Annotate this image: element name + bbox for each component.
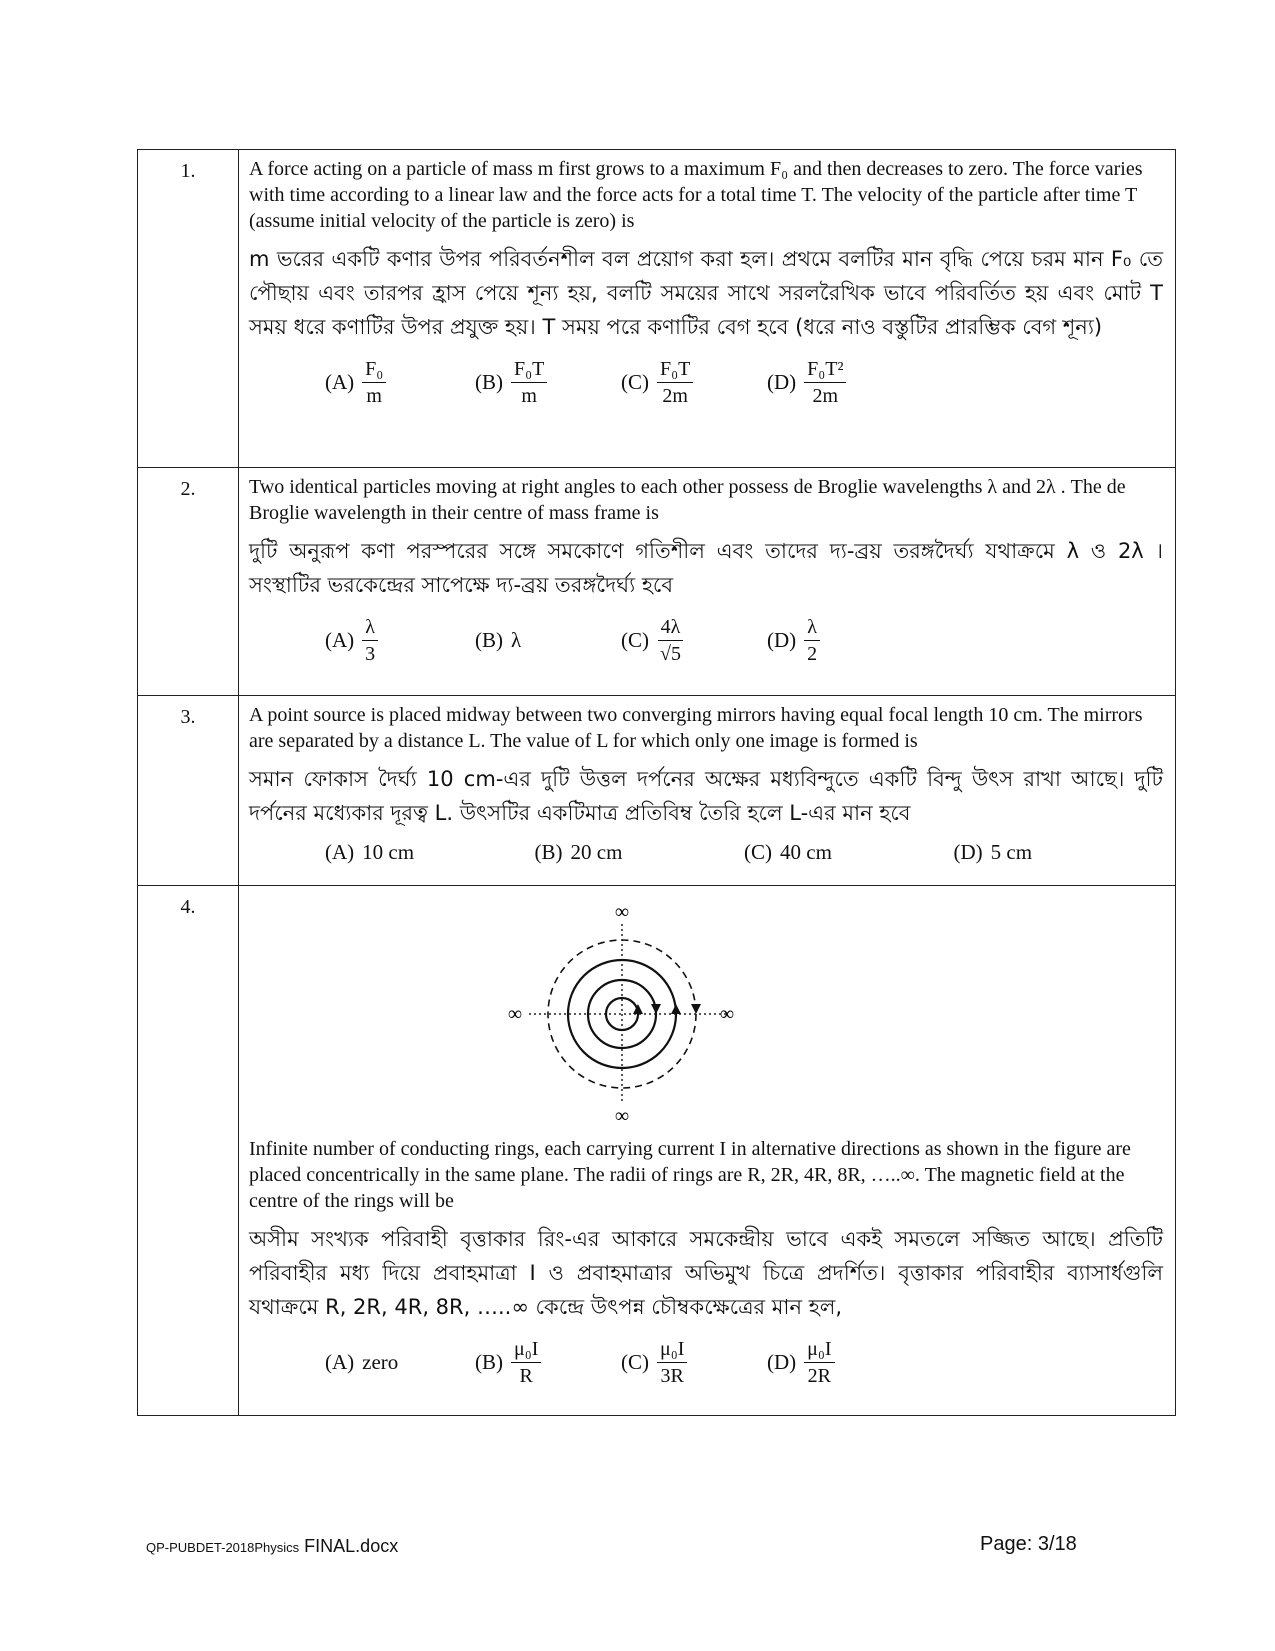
question-row: [138, 468, 1176, 696]
fraction: $\frac{\text{μ₀I}}{3R}$: [657, 1338, 687, 1387]
question-table: [137, 149, 1176, 1416]
option-c[interactable]: (C) 40 cm: [744, 840, 832, 864]
option-d[interactable]: (D) 5 cm: [953, 840, 1033, 864]
option-a[interactable]: (A) $\frac{\lambda}{3}$: [325, 616, 475, 665]
option-b[interactable]: (B) 20 cm: [534, 840, 623, 864]
footer-page-number: Page: 3/18: [980, 1533, 1077, 1555]
infinity-label-left: ∞: [507, 1003, 523, 1025]
options: [249, 840, 1163, 865]
option-a[interactable]: (A) 10 cm: [325, 840, 415, 864]
question-text-bengali: অসীম সংখ্যক পরিবাহী বৃত্তাকার রিং-এর আকারে সমকেন্দ্রীয় ভাবে একই সমতলে সজ্জিত আছে। প্রতিটি পরিবাহীর মধ্য দিয়ে প্রবাহমাত্রা I ও প্রবাহমাত্রার অভিমুখ চিত্রে প্রদর্শিত। বৃত্তাকার পরিবাহীর ব্যাসার্ধগুলি যথাক্রমে R, 2R, 4R, 8R, …..∞ কেন্দ্রে উৎপন্ন চৌম্বকক্ষেত্রের মান হল,: [249, 1227, 1163, 1319]
option-c[interactable]: (C) $\frac{\text{μ₀I}}{3R}$: [621, 1338, 767, 1387]
question-text-english: A force acting on a particle of mass m first grows to a maximum F₀ and then decreases to zero. The force varies with time according to a linear law and the force acts for a total time T. The velocity of the particle after time T (assume initial velocity of the particle is zero) is: [249, 158, 1143, 232]
fraction: $\frac{\lambda}{2}$: [804, 616, 820, 665]
arrow-down-icon: [651, 1004, 661, 1014]
fraction: $\frac{\text{F₀T}}{2m}$: [657, 358, 693, 407]
question-row: [138, 886, 1176, 1416]
option-b[interactable]: (B) $\frac{\text{μ₀I}}{R}$: [475, 1338, 621, 1387]
question-body: [239, 150, 1176, 468]
question-text-bengali: দুটি অনুরূপ কণা পরস্পরের সঙ্গে সমকোণে গতিশীল এবং তাদের দ্য-ব্রয় তরঙ্গদৈর্ঘ্য যথাক্রমে λ ও 2λ । সংস্থাটির ভরকেন্দ্রের সাপেক্ষে দ্য-ব্রয় তরঙ্গদৈর্ঘ্য হবে: [249, 539, 1163, 597]
infinity-label-bottom: ∞: [614, 1105, 630, 1127]
infinity-label-top: ∞: [614, 901, 630, 923]
options: [249, 358, 1163, 407]
question-text-bengali: সমান ফোকাস দৈর্ঘ্য 10 cm-এর দুটি উত্তল দর্পনের অক্ষের মধ্যবিন্দুতে একটি বিন্দু উৎস রাখা আছে। দুটি দর্পনের মধ্যেকার দূরত্ব L. উৎসটির একটিমাত্র প্রতিবিম্ব তৈরি হলে L-এর মান হবে: [249, 767, 1163, 825]
option-b[interactable]: (B) λ: [475, 628, 522, 652]
option-b[interactable]: (B) $\frac{\text{F₀T}}{m}$: [475, 358, 621, 407]
fraction: $\frac{\text{F₀}}{m}$: [362, 358, 386, 407]
question-text-english: A point source is placed midway between two converging mirrors having equal focal length 10 cm. The mirrors are separated by a distance L. The value of L for which only one image is formed is: [249, 704, 1143, 752]
arrow-down-icon: [691, 1004, 701, 1014]
option-d[interactable]: (D) $\frac{\text{μ₀I}}{2R}$: [767, 1338, 835, 1387]
fraction: $\frac{4\lambda}{√5}$: [657, 616, 684, 665]
option-c[interactable]: (C) $\frac{\text{F₀T}}{2m}$: [621, 358, 767, 407]
question-row: [138, 696, 1176, 886]
fraction: $\frac{\text{μ₀I}}{R}$: [511, 1338, 541, 1387]
option-c[interactable]: (C) $\frac{4\lambda}{√5}$: [621, 616, 767, 665]
question-body: [239, 696, 1176, 886]
question-body: [239, 886, 1176, 1416]
question-number: 2.: [138, 468, 239, 696]
question-number: 4.: [138, 886, 239, 1416]
options: [249, 616, 1163, 665]
fraction: $\frac{\text{F₀T}}{m}$: [511, 358, 547, 407]
option-a[interactable]: (A) zero: [325, 1350, 399, 1374]
infinity-label-right: ∞: [719, 1003, 735, 1025]
option-d[interactable]: (D) $\frac{\lambda}{2}$: [767, 616, 820, 665]
arrow-up-icon: [671, 1004, 681, 1014]
options: [249, 1338, 1163, 1387]
question-text-bengali: m ভরের একটি কণার উপর পরিবর্তনশীল বল প্রয়োগ করা হল। প্রথমে বলটির মান বৃদ্ধি পেয়ে চরম মান F₀ তে পৌছায় এবং তারপর হ্রাস পেয়ে শূন্য হয়, বলটি সময়ের সাথে সরলরৈখিক ভাবে পরিবর্তিত হয় এবং মোট T সময় ধরে কণাটির উপর প্রযুক্ত হয়। T সময় পরে কণাটির বেগ হবে (ধরে নাও বস্তুটির প্রারম্ভিক বেগ শূন্য): [249, 247, 1163, 339]
question-number: 1.: [138, 150, 239, 468]
concentric-rings-figure: [249, 896, 1163, 1136]
rings-diagram: [249, 896, 1265, 1136]
option-a[interactable]: (A) $\frac{\text{F₀}}{m}$: [325, 358, 475, 407]
question-text-english: Infinite number of conducting rings, each carrying current I in alternative directions as shown in the figure are placed concentrically in the same plane. The radii of rings are R, 2R, 4R, 8R, …..∞. The magnetic field at the centre of the rings will be: [249, 1138, 1131, 1212]
fraction: $\frac{\text{F₀T²}}{2m}$: [804, 358, 846, 407]
question-text-english: Two identical particles moving at right angles to each other possess de Broglie wavelengths λ and 2λ . The de Broglie wavelength in their centre of mass frame is: [249, 476, 1126, 524]
footer-filename: QP-PUBDET-2018Physics FINAL.docx: [146, 1536, 399, 1556]
fraction: $\frac{\text{μ₀I}}{2R}$: [804, 1338, 834, 1387]
question-number: 3.: [138, 696, 239, 886]
option-d[interactable]: (D) $\frac{\text{F₀T²}}{2m}$: [767, 358, 846, 407]
fraction: $\frac{\lambda}{3}$: [362, 616, 378, 665]
question-row: [138, 150, 1176, 468]
question-body: [239, 468, 1176, 696]
